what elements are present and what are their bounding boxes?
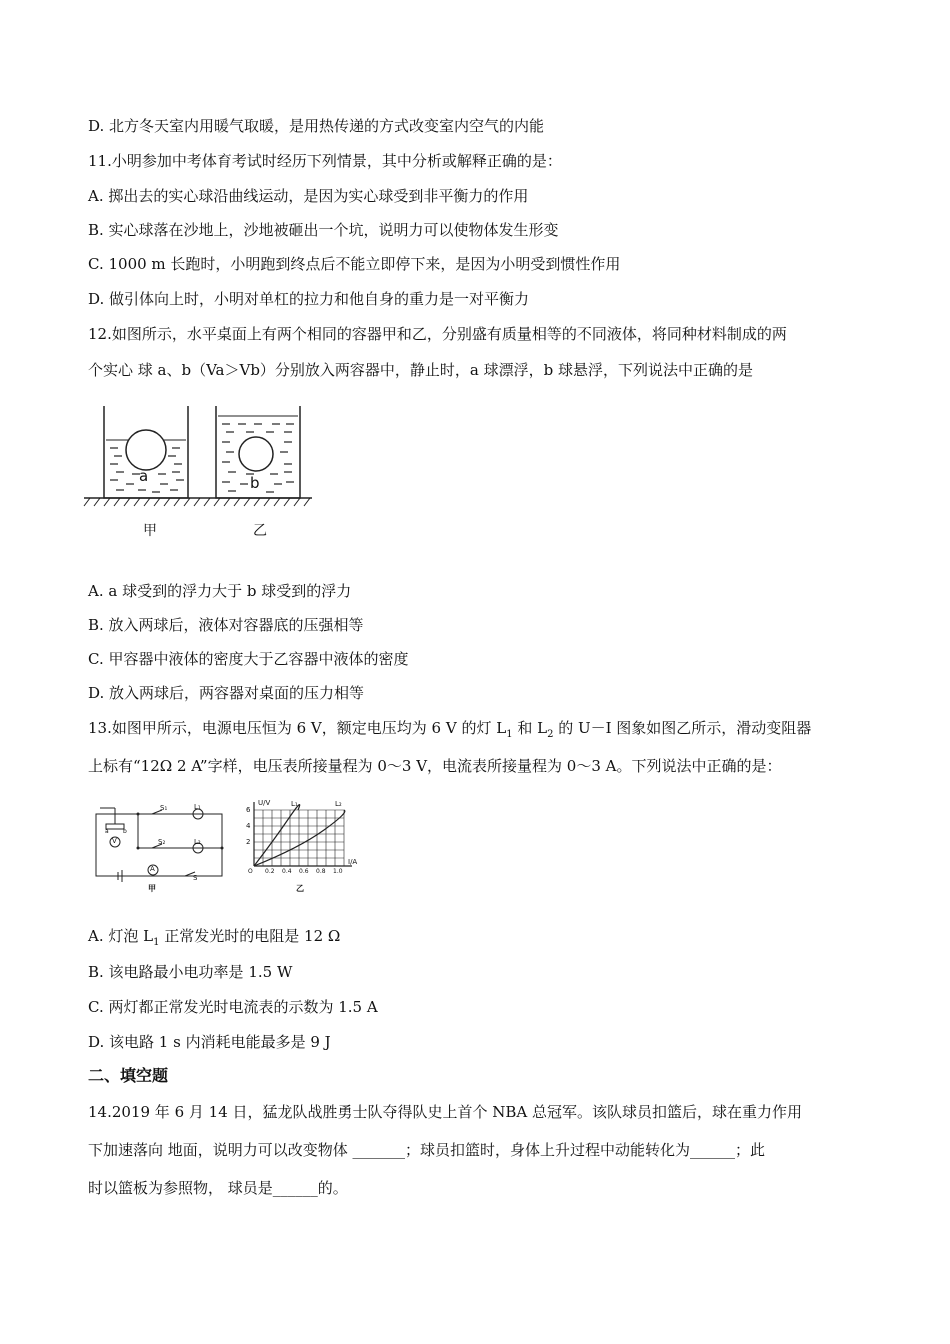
q13-option-c: C. 两灯都正常发光时电流表的示数为 1.5 A [88,998,378,1016]
q12-option-d: D. 放入两球后，两容器对桌面的压力相等 [88,684,365,702]
ground-hatch [84,498,310,506]
q14-line3: 时以篮板为参照物， 球员是______的。 [88,1179,348,1197]
graph-xtick-0-2: 0.2 [265,868,275,875]
ball-b [239,437,273,471]
ball-b-label: b [250,474,260,492]
ball-a [126,430,166,470]
graph-xtick-1-0: 1.0 [333,868,343,875]
curve-l2 [254,810,345,866]
q12-option-c: C. 甲容器中液体的密度大于乙容器中液体的密度 [88,650,409,668]
graph-l2-label: L₂ [335,800,342,808]
q13-option-b: B. 该电路最小电功率是 1.5 W [88,963,293,981]
q13-option-d: D. 该电路 1 s 内消耗电能最多是 9 J [88,1033,331,1051]
slider-b-label: b [123,828,127,835]
q10-option-d: D. 北方冬天室内用暖气取暖，是用热传递的方式改变室内空气的内能 [88,117,545,135]
graph-xlabel: I/A [348,858,358,866]
graph-ylabel: U/V [258,799,271,807]
q11-option-d: D. 做引体向上时，小明对单杠的拉力和他自身的重力是一对平衡力 [88,290,530,308]
section-heading-fill-blank: 二、填空题 [88,1066,169,1085]
graph-caption: 乙 [296,884,304,893]
q12-stem-line1: 12.如图所示，水平桌面上有两个相同的容器甲和乙，分别盛有质量相等的不同液体，将同种材料制成的两 [88,325,787,343]
q11-stem: 11.小明参加中考体育考试时经历下列情景，其中分析或解释正确的是： [88,152,562,170]
q14-line2: 下加速落向 地面，说明力可以改变物体 _______；球员扣篮时，身体上升过程中动能转化为______；此 [88,1141,766,1159]
graph-l1-label: L₁ [291,800,298,808]
q11-option-a: A. 掷出去的实心球沿曲线运动，是因为实心球受到非平衡力的作用 [88,187,529,205]
graph-ytick-4: 4 [246,822,251,830]
slider-a-label: a [105,828,109,835]
caption-yi: 乙 [253,523,267,539]
lamp-l2-label-circuit: L₂ [194,838,201,846]
voltmeter-label: V [112,837,117,845]
circuit-caption: 甲 [148,884,156,893]
q12-stem-line2: 个实心 球 a、b（Va＞Vb）分别放入两容器中，静止时，a 球漂浮，b 球悬浮，下列说法中正确的是 [88,361,753,379]
q11-option-c: C. 1000 m 长跑时，小明跑到终点后不能立即停下来，是因为小明受到惯性作用 [88,255,621,273]
graph-xtick-o: O [248,868,253,875]
q13-option-a: A. 灯泡 $L_1$ 正常发光时的电阻是 12 Ω [88,927,341,948]
q12-option-a: A. a 球受到的浮力大于 b 球受到的浮力 [88,582,352,600]
ammeter-label: A [150,865,155,873]
lamp-l1-label-circuit: L₁ [194,803,201,811]
q13-circuit-figure [90,800,230,894]
graph-ytick-2: 2 [246,838,251,846]
q13-stem-line1: 13.如图甲所示，电源电压恒为 6 V，额定电压均为 6 V 的灯 $L_1$ 和 $L_2$ 的 U－I 图象如图乙所示，滑动变阻器 [88,719,812,740]
q14-line1: 14.2019 年 6 月 14 日，猛龙队战胜勇士队夺得队史上首个 NBA 总冠军。该队球员扣篮后，球在重力作用 [88,1103,803,1121]
q11-option-b: B. 实心球落在沙地上，沙地被砸出一个坑，说明力可以使物体发生形变 [88,221,559,239]
q12-option-b: B. 放入两球后，液体对容器底的压强相等 [88,616,364,634]
graph-xtick-0-6: 0.6 [299,868,309,875]
switch-s-label: S [193,874,198,882]
graph-xtick-0-8: 0.8 [316,868,326,875]
graph-ytick-6: 6 [246,806,251,814]
switch-s1-label: S₁ [160,804,168,812]
q13-stem-line2: 上标有“12Ω 2 A”字样，电压表所接量程为 0～3 V，电流表所接量程为 0～3 A。下列说法中正确的是： [88,757,782,775]
ball-a-label: a [139,467,149,485]
graph-xtick-0-4: 0.4 [282,868,292,875]
q12-containers-figure [80,402,320,542]
switch-s2-label: S₂ [158,838,166,846]
caption-jia: 甲 [143,523,157,539]
